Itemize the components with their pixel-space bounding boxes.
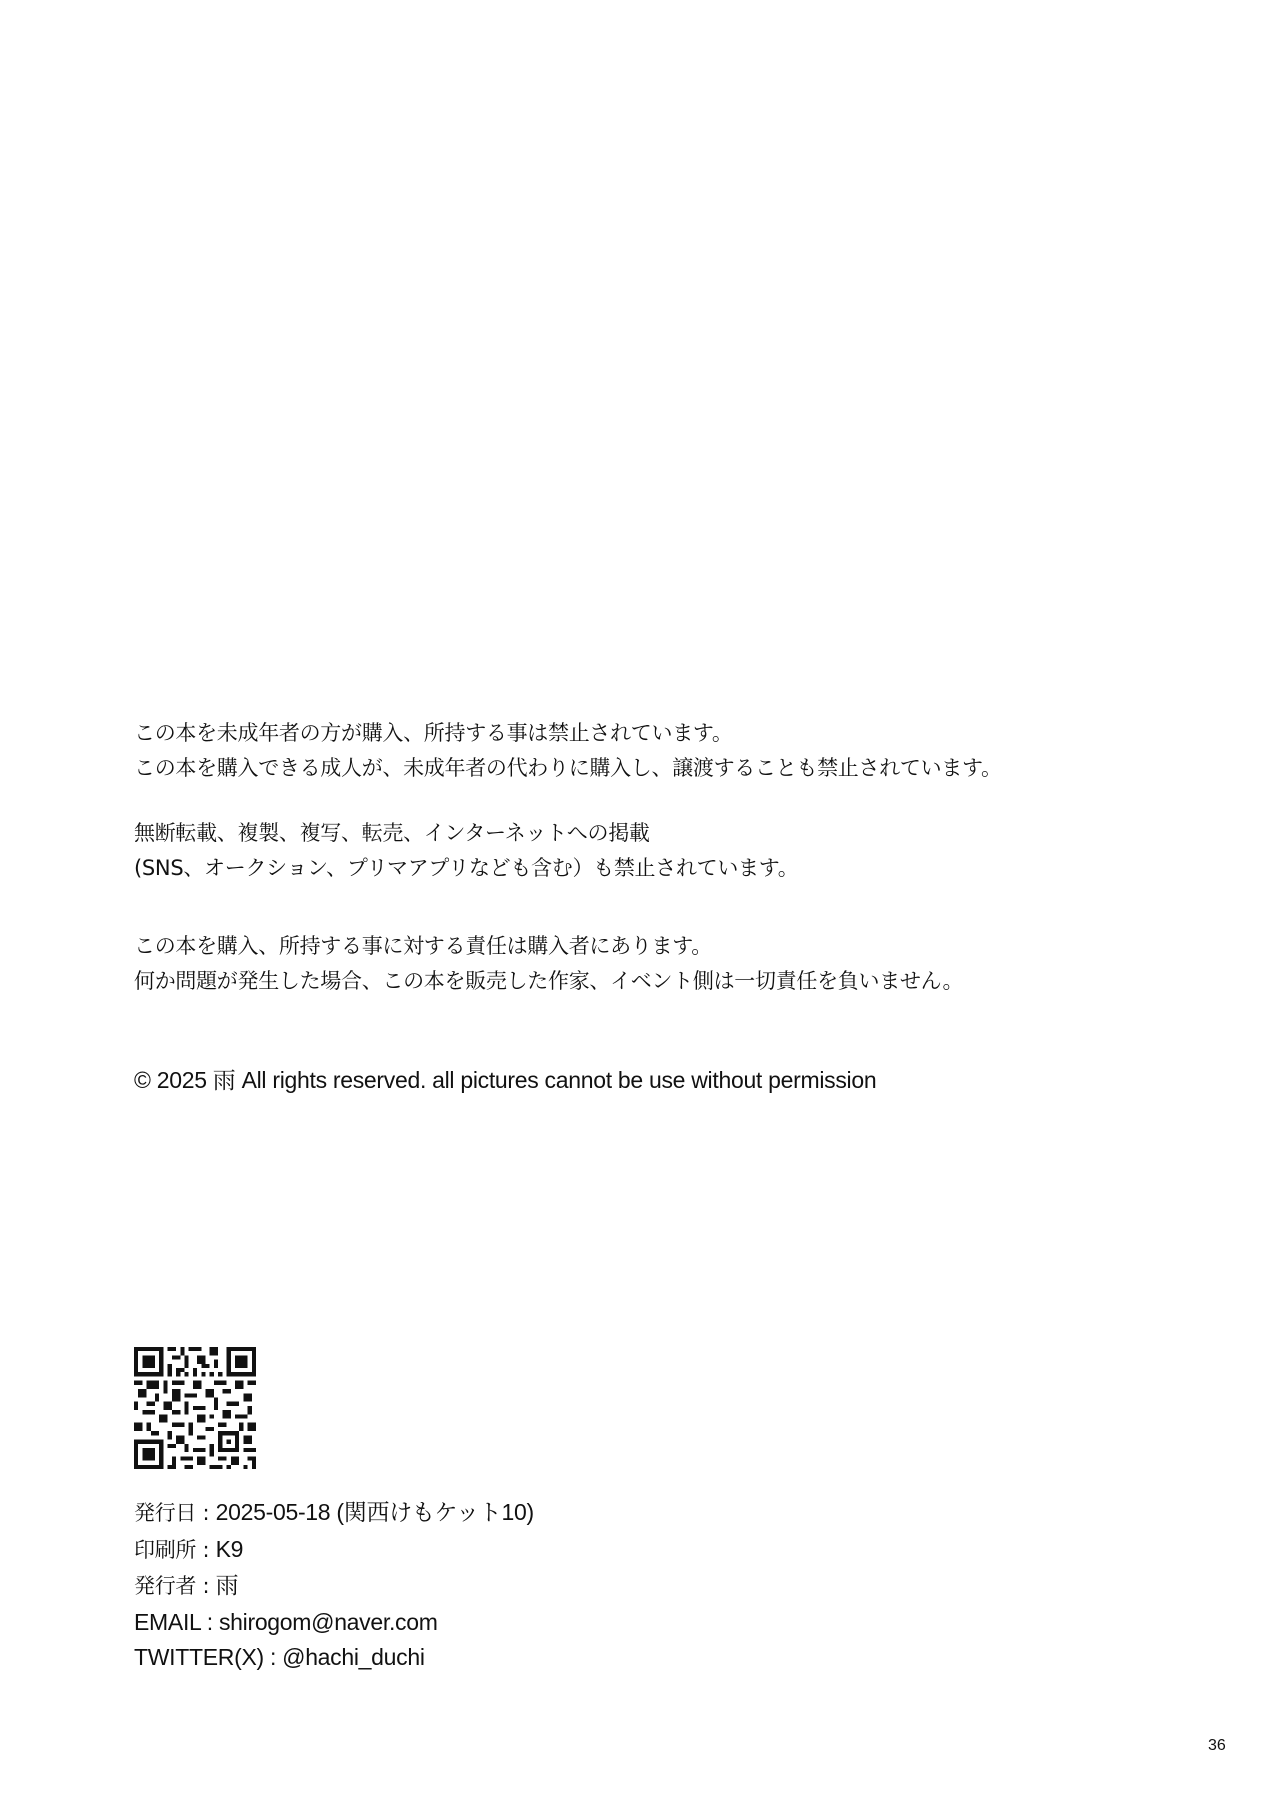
page-number: 36 xyxy=(1208,1737,1226,1754)
issue-date-row xyxy=(134,1495,534,1532)
twitter-handle-link[interactable]: @hachi_duchi xyxy=(282,1644,425,1670)
copyright-notice: © 2025 雨 All rights reserved. all pictures cannot be use without permission xyxy=(134,1067,877,1093)
email-row xyxy=(134,1605,534,1641)
issue-date-value: 2025-05-18 (関西けもケット10) xyxy=(215,1499,534,1525)
reproduction-notice xyxy=(134,816,1174,886)
printer-value: K9 xyxy=(215,1535,244,1562)
minors-notice xyxy=(134,716,1174,786)
qr-code-icon[interactable] xyxy=(134,1347,256,1469)
publisher-label: 発行者 : xyxy=(134,1574,216,1598)
publisher-row xyxy=(134,1568,534,1605)
email-link[interactable]: shirogom@naver.com xyxy=(218,1608,438,1635)
notice-line: この本を未成年者の方が購入、所持する事は禁止されています。 xyxy=(134,721,733,745)
colophon xyxy=(134,1495,534,1676)
notice-line: 無断転載、複製、複写、転売、インターネットへの掲載 xyxy=(134,821,650,845)
notice-line: (SNS、オークション、プリマアプリなども含む）も禁止されています。 xyxy=(134,856,799,880)
responsibility-notice xyxy=(134,929,1174,999)
publisher-value: 雨 xyxy=(215,1572,239,1598)
twitter-row xyxy=(134,1640,534,1676)
notice-line: この本を購入できる成人が、未成年者の代わりに購入し、譲渡することも禁止されています。 xyxy=(134,756,1002,780)
notice-line: 何か問題が発生した場合、この本を販売した作家、イベント側は一切責任を負いません。 xyxy=(134,969,964,993)
printer-label: 印刷所 : xyxy=(134,1537,216,1562)
issue-date-label: 発行日 : xyxy=(134,1501,216,1525)
notice-line: この本を購入、所持する事に対する責任は購入者にあります。 xyxy=(134,934,712,958)
email-label: EMAIL : xyxy=(134,1608,219,1635)
twitter-label: TWITTER(X) : xyxy=(134,1644,283,1670)
printer-row xyxy=(134,1532,534,1569)
